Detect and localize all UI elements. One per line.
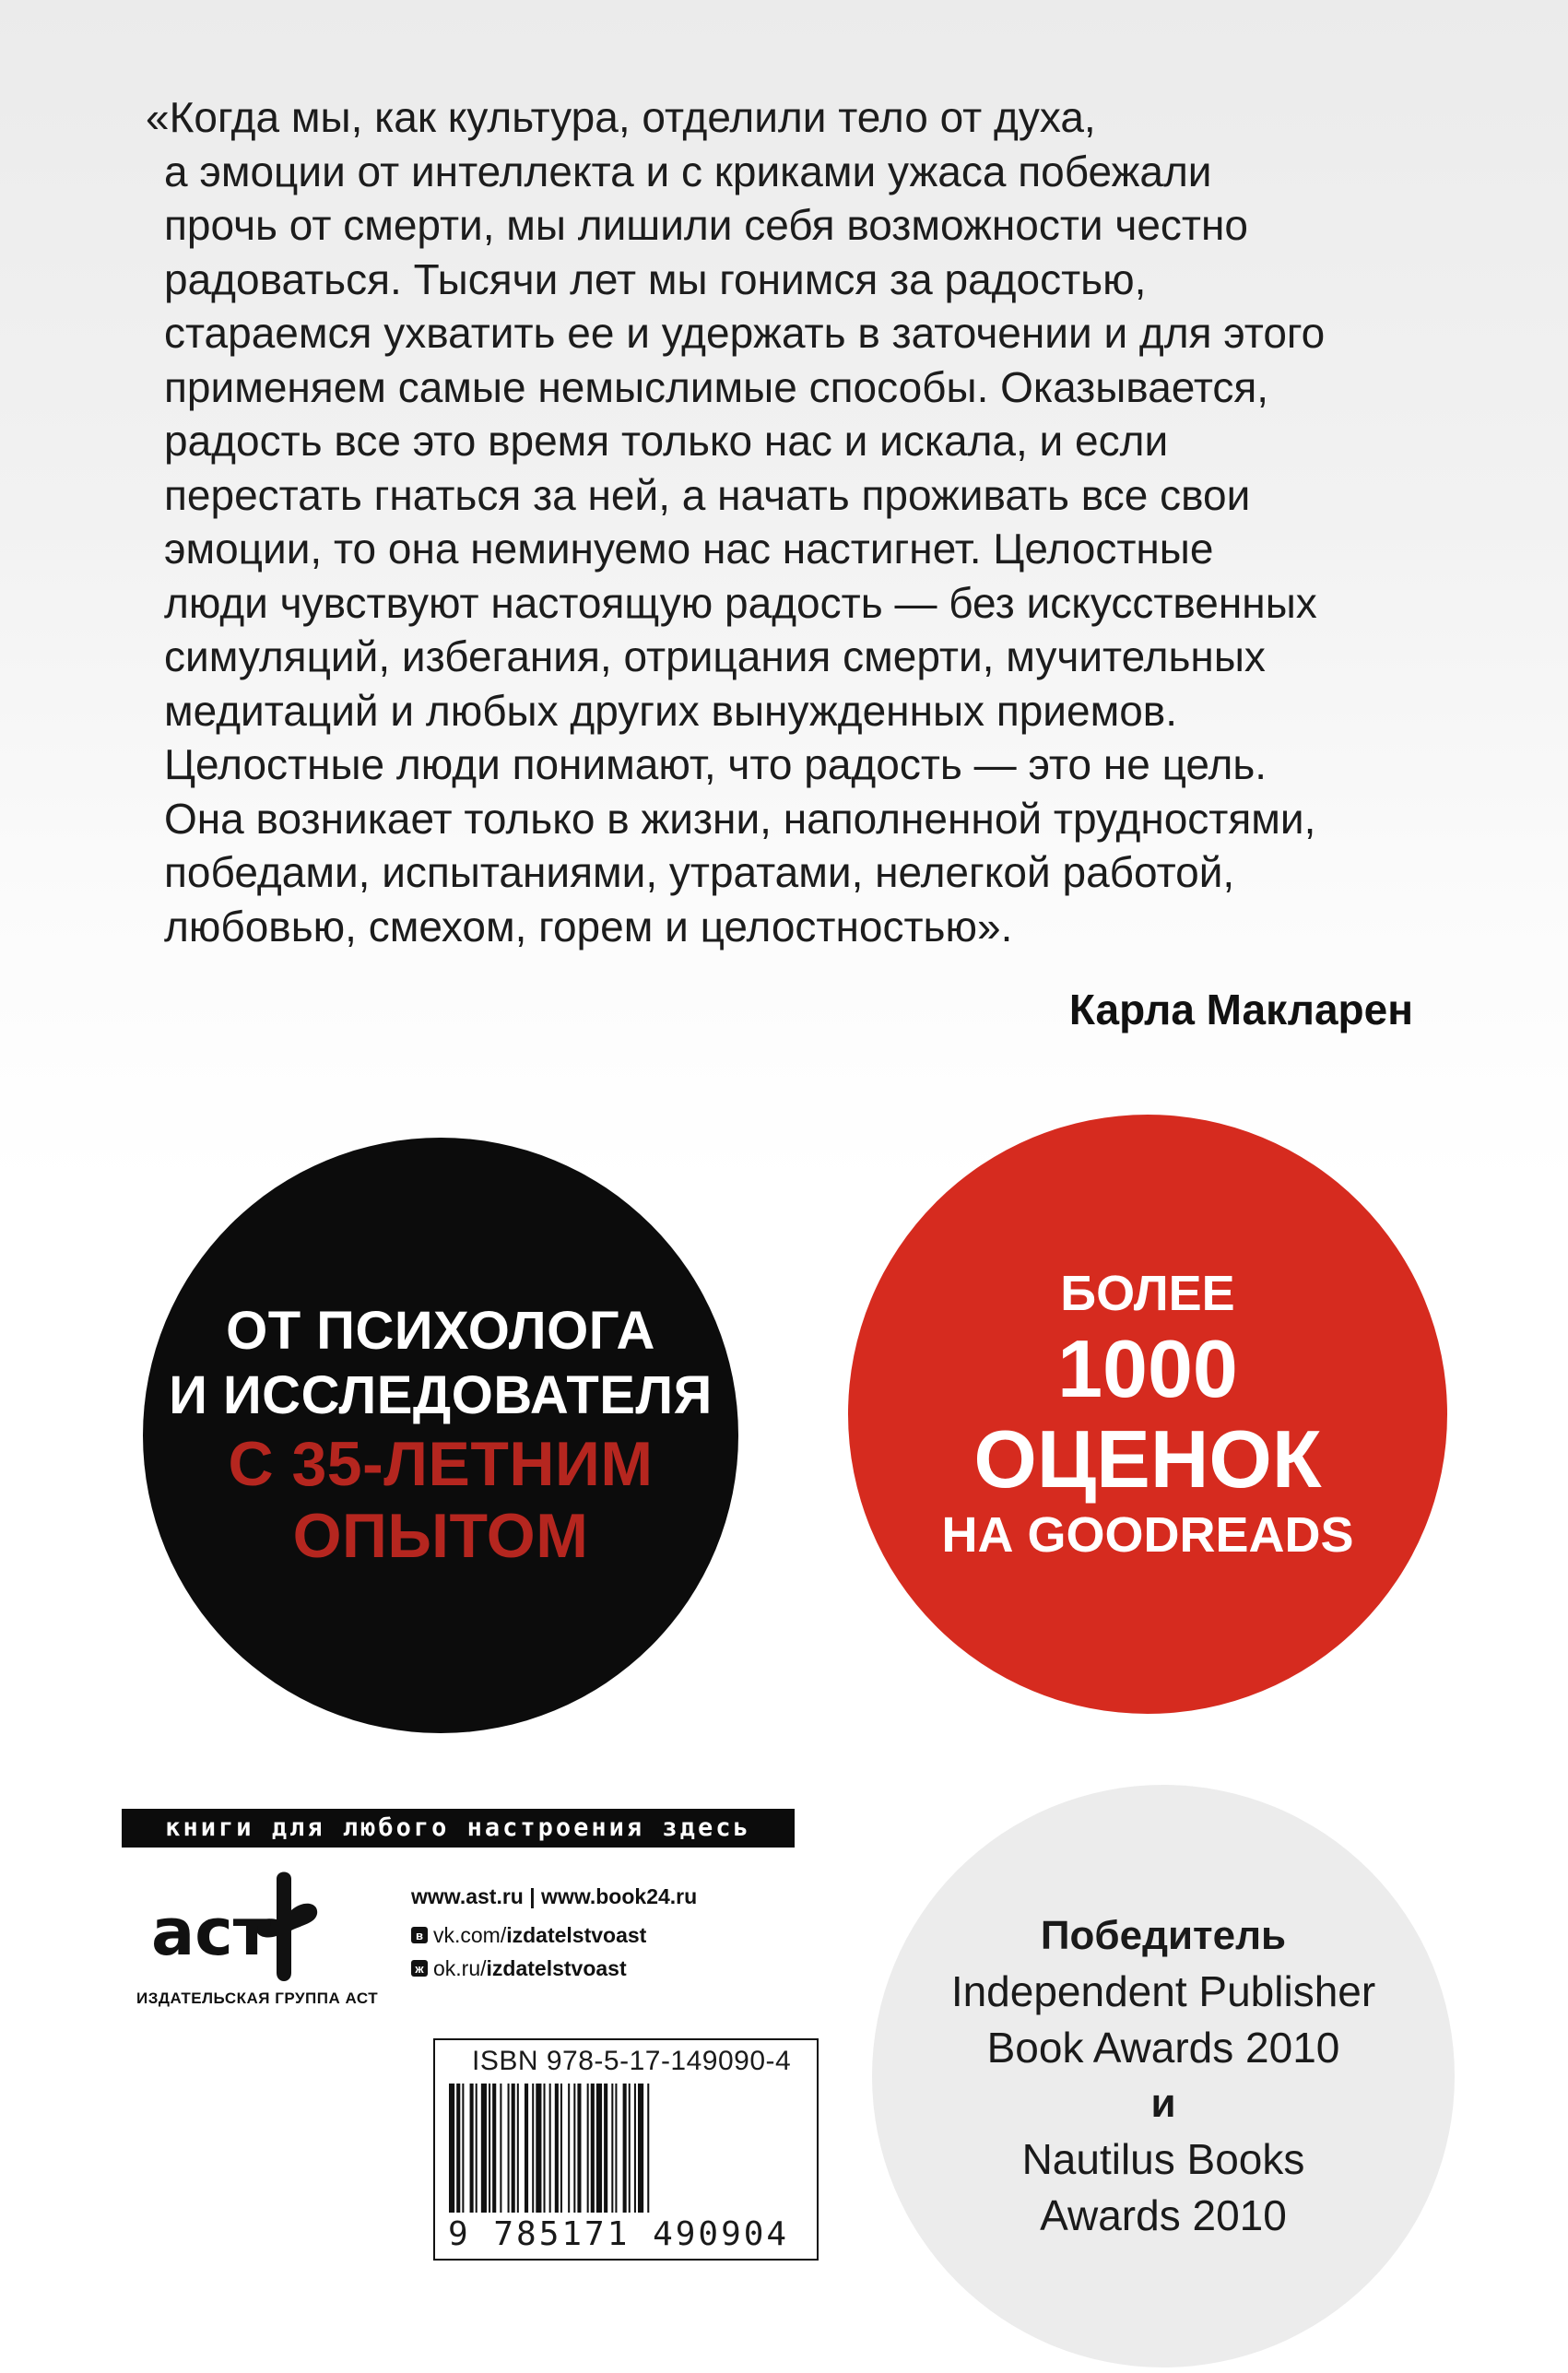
barcode-bar (512, 2084, 515, 2213)
barcode-digits: 9 785171 490904 (448, 2215, 790, 2253)
publisher-links (411, 1874, 697, 1985)
barcode-bar (596, 2084, 602, 2213)
barcode-bar (532, 2084, 534, 2213)
badge-count: 1000 (1057, 1323, 1238, 1414)
quote-line: прочь от смерти, мы лишили себя возможности честно (164, 201, 1248, 249)
vk-icon: в (411, 1927, 428, 1943)
barcode-bar (587, 2084, 589, 2213)
psychologist-badge (143, 1138, 738, 1733)
barcode-bar (508, 2084, 510, 2213)
award-badge (872, 1785, 1455, 2367)
quote-line: «Когда мы, как культура, отделили тело от духа, (146, 93, 1096, 141)
isbn-text: ISBN 978-5-17-149090-4 (472, 2046, 792, 2076)
barcode-bar (629, 2084, 631, 2213)
barcode-bar (568, 2084, 570, 2213)
badge-line: ОЦЕНОК (973, 1413, 1322, 1505)
badge-line: НА GOODREADS (941, 1507, 1354, 1563)
quote-line: люди чувствуют настоящую радость — без искусственных (164, 578, 1317, 627)
quote-line: а эмоции от интеллекта и с криками ужаса побежали (164, 147, 1212, 195)
publisher-caption: ИЗДАТЕЛЬСКАЯ ГРУППА АСТ (136, 1989, 379, 2007)
logo-text: аст (151, 1895, 271, 1970)
quote-line: Она возникает только в жизни, наполненной трудностями, (164, 794, 1316, 843)
ok-handle: izdatelstvoast (486, 1955, 627, 1980)
barcode-bar (456, 2084, 460, 2213)
barcode-bar (623, 2084, 627, 2213)
barcode-bar (615, 2084, 617, 2213)
quote-line: Целостные люди понимают, что радость — это не цель. (164, 740, 1267, 788)
ok-prefix: ok.ru/ (433, 1955, 487, 1980)
barcode-bar (500, 2084, 501, 2213)
barcode-bar (555, 2084, 559, 2213)
barcode-bar (591, 2084, 595, 2213)
barcode-bar (604, 2084, 607, 2213)
barcode-bar (492, 2084, 496, 2213)
barcode-bar (462, 2084, 464, 2213)
vk-handle: izdatelstvoast (506, 1922, 647, 1947)
odnoklassniki-icon: ж (411, 1960, 428, 1977)
award-line: Book Awards 2010 (986, 2024, 1340, 2072)
award-conjunction: и (1150, 2081, 1176, 2126)
barcode (433, 2038, 819, 2261)
ast-logo (138, 1862, 360, 2010)
quote-line: стараемся ухватить ее и удержать в заточении и для этого (164, 309, 1326, 357)
barcode-bar (549, 2084, 551, 2213)
award-line: Independent Publisher (950, 1967, 1376, 2015)
vk-link[interactable] (411, 1918, 697, 1952)
ok-link[interactable] (411, 1952, 697, 1985)
website-links[interactable]: www.ast.ru | www.book24.ru (411, 1883, 698, 1908)
barcode-bar (634, 2084, 636, 2213)
quote-line: медитаций и любых других вынужденных приемов. (164, 686, 1178, 735)
badge-accent-line: С 35-ЛЕТНИМ (228, 1429, 654, 1499)
quote-author: Карла Макларен (1068, 986, 1413, 1033)
barcode-bar (638, 2084, 643, 2213)
quote-line: применяем самые немыслимые способы. Оказывается, (164, 362, 1269, 411)
barcode-bar (449, 2084, 454, 2213)
barcode-bar (611, 2084, 613, 2213)
vk-prefix: vk.com/ (433, 1922, 507, 1947)
quote-line: эмоции, то она неминуемо нас настигнет. Целостные (164, 525, 1214, 573)
award-line: Awards 2010 (1040, 2191, 1287, 2239)
barcode-bar (536, 2084, 541, 2213)
quote-line: радость все это время только нас и искала, и если (164, 417, 1169, 465)
award-line: Nautilus Books (1021, 2135, 1305, 2183)
quote-line: любовью, смехом, горем и целостностью». (164, 902, 1013, 950)
barcode-bar (544, 2084, 546, 2213)
ratings-badge (848, 1115, 1447, 1714)
badge-line: И ИССЛЕДОВАТЕЛЯ (169, 1365, 713, 1425)
barcode-bar (560, 2084, 562, 2213)
barcode-bars (449, 2084, 799, 2213)
barcode-bar (577, 2084, 581, 2213)
badge-line: БОЛЕЕ (1060, 1266, 1235, 1321)
quote-line: симуляций, избегания, отрицания смерти, мучительных (164, 632, 1266, 680)
barcode-bar (476, 2084, 477, 2213)
award-winner-label: Победитель (1040, 1913, 1287, 1958)
barcode-bar (470, 2084, 474, 2213)
quote-line: перестать гнаться за ней, а начать проживать все свои (164, 470, 1251, 519)
barcode-bar (647, 2084, 649, 2213)
badge-line: ОТ ПСИХОЛОГА (226, 1301, 655, 1361)
quote-block (146, 90, 1427, 953)
barcode-bar (525, 2084, 528, 2213)
publisher-tagline: книги для любого настроения здесь (122, 1809, 795, 1848)
barcode-bar (489, 2084, 490, 2213)
barcode-bar (573, 2084, 575, 2213)
quote-line: победами, испытаниями, утратами, нелегкой работой, (164, 848, 1235, 896)
barcode-bar (481, 2084, 487, 2213)
badge-accent-line: ОПЫТОМ (292, 1501, 589, 1571)
barcode-bar (517, 2084, 519, 2213)
quote-line: радоваться. Тысячи лет мы гонимся за радостью, (164, 254, 1147, 303)
